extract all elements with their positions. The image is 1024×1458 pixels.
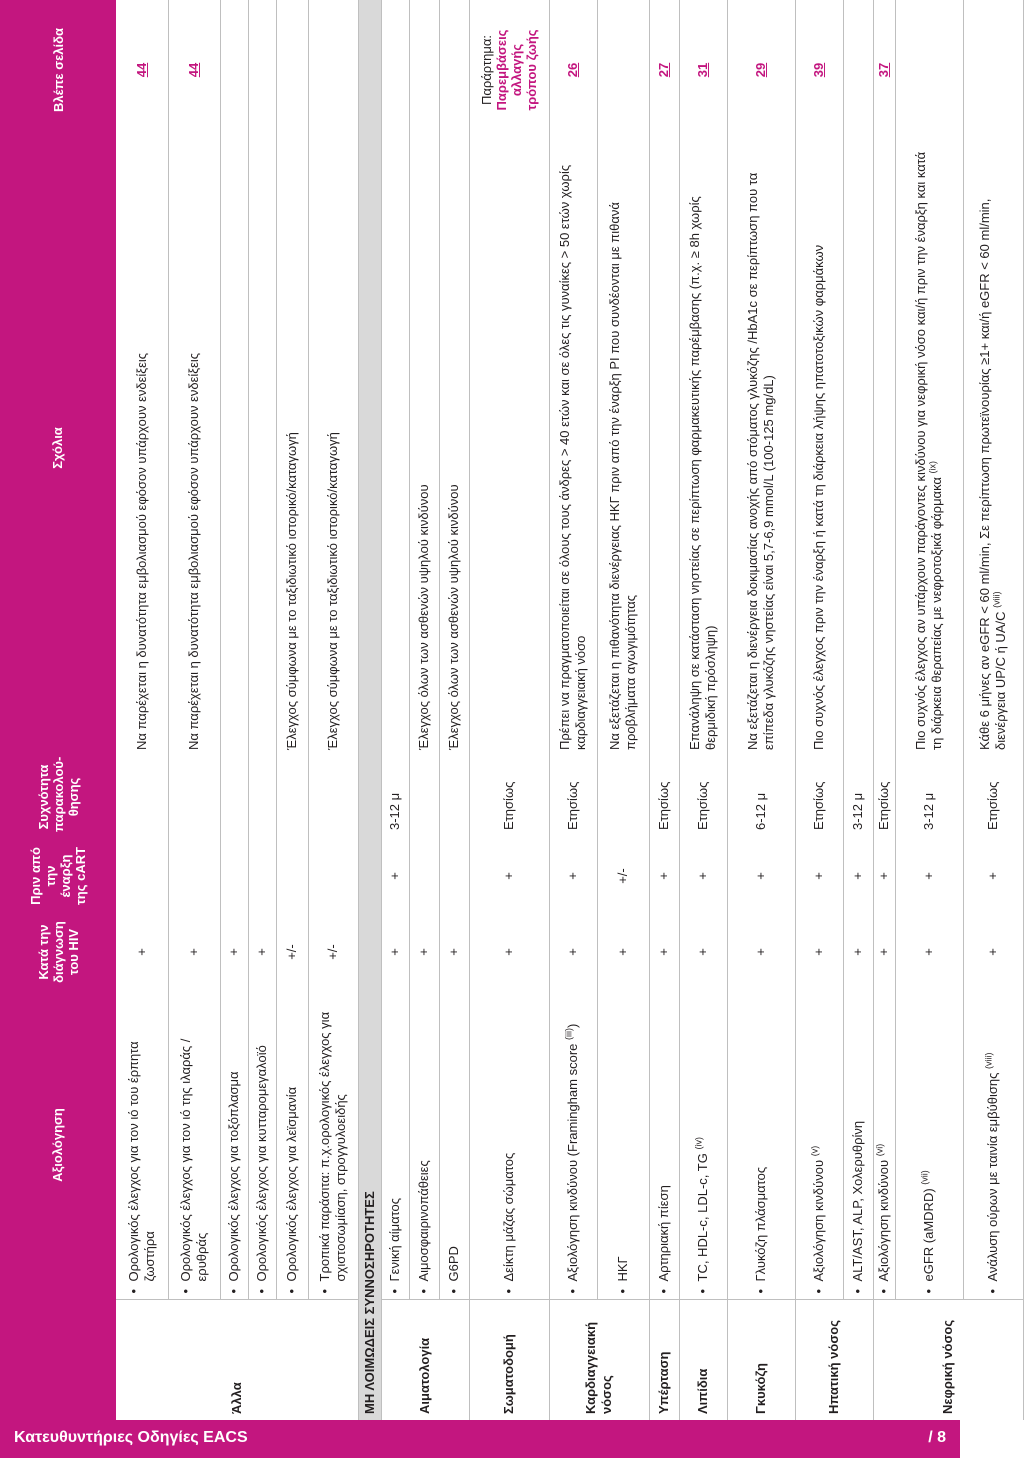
frequency-cell: Ετησίως xyxy=(679,756,727,838)
table-row xyxy=(873,0,895,1420)
frequency-cell: 3-12 μ xyxy=(843,756,873,838)
header-at-diagnosis: Κατά την διάγνωση του HIV xyxy=(0,914,116,990)
assessment-item: • Ορολογικός έλεγχος για τοξόπλασμα xyxy=(220,990,248,1300)
see-page-link[interactable]: 44 xyxy=(168,0,220,140)
table-row xyxy=(308,0,358,1420)
diag-mark: + xyxy=(248,914,276,990)
assessment-item: • Δείκτη μάζας σώματος xyxy=(469,990,549,1300)
see-page-link xyxy=(220,0,248,140)
diag-mark: + xyxy=(649,914,679,990)
table-row xyxy=(276,0,308,1420)
see-page-link[interactable]: 31 xyxy=(679,0,727,140)
comment-cell xyxy=(220,140,248,756)
see-page-link[interactable]: 39 xyxy=(795,0,843,140)
comment-cell: Έλεγχος σύμφωνα με το ταξιδιωτικό ιστορικό/καταγωγή xyxy=(276,140,308,756)
category-glucose: Γκυκόζη xyxy=(727,1300,795,1420)
assessment-item: • Αξιολόγηση κινδύνου $^{(v)}$ xyxy=(795,990,843,1300)
pre-cart-mark xyxy=(220,838,248,914)
pre-cart-mark: + xyxy=(469,838,549,914)
assessment-item: • eGFR (aMDRD) $^{(vii)}$ xyxy=(895,990,963,1300)
table-row xyxy=(963,0,1023,1420)
diag-mark: + xyxy=(795,914,843,990)
diag-mark: + xyxy=(597,914,649,990)
see-page-cell xyxy=(843,0,873,140)
frequency-cell xyxy=(248,756,276,838)
table-row xyxy=(381,0,409,1420)
see-page-cell xyxy=(381,0,409,140)
category-kidney: Νεφρική νόσος xyxy=(873,1300,1023,1420)
diag-mark: + xyxy=(895,914,963,990)
table-row xyxy=(679,0,727,1420)
see-page-cell xyxy=(895,0,963,140)
header-frequency: Συχνότητα παρακολού-θησης xyxy=(0,756,116,838)
assessment-item: • Ορολογικός έλεγχος για λεϊσμανία xyxy=(276,990,308,1300)
frequency-cell: 3-12 μ xyxy=(381,756,409,838)
frequency-cell xyxy=(220,756,248,838)
assessment-item: • TC, HDL-c, LDL-c, TG $^{(iv)}$ xyxy=(679,990,727,1300)
header-comments: Σχόλια xyxy=(0,140,116,756)
assessment-item: • Ορολογικός έλεγχος για τον ιό του έρπητα ζωστήρα xyxy=(116,990,168,1300)
table-row xyxy=(439,0,469,1420)
see-page-cell xyxy=(439,0,469,140)
pre-cart-mark: + xyxy=(381,838,409,914)
pre-cart-mark xyxy=(409,838,439,914)
comment-cell: Κάθε 6 μήνες αν eGFR < 60 ml/min, Σε περίπτωση πρωτεϊνουρίας ≥1+ και/ή eGFR < 60 ml/min, διενέργεια UP/C ή UA/C $^{(viii)}$ xyxy=(963,140,1023,756)
category-cvd: Καρδιαγγειακή νόσος xyxy=(549,1300,649,1420)
header-before-cart: Πριν από την έναρξη της cART xyxy=(0,838,116,914)
frequency-cell: Ετησίως xyxy=(549,756,597,838)
diag-mark: + xyxy=(843,914,873,990)
pre-cart-mark: + xyxy=(795,838,843,914)
frequency-cell: Ετησίως xyxy=(795,756,843,838)
comment-cell: Έλεγχος σύμφωνα με το ταξιδιωτικό ιστορικό/καταγωγή xyxy=(308,140,358,756)
diag-mark: + xyxy=(469,914,549,990)
category-other: Άλλα xyxy=(116,1300,358,1420)
comment-cell: Να εξετάζεται η πιθανότητα διενέργειας ΗΚΓ πριν από την έναρξη PI που συνδέονται με πιθανά προβλήματα αγωγιμότητας xyxy=(597,140,649,756)
pre-cart-mark xyxy=(116,838,168,914)
page-number: / 8 xyxy=(928,1429,946,1446)
assessment-item: • Αρτηριακή πίεση xyxy=(649,990,679,1300)
table-row xyxy=(727,0,795,1420)
comment-cell: Επανάληψη σε κατάσταση νηστείας σε περίπτωση φαρμακευτικής παρέμβασης (π.χ. ≥ 8h χωρίς θερμιδική πρόσληψη) xyxy=(679,140,727,756)
pre-cart-mark: + xyxy=(963,838,1023,914)
pre-cart-mark: + xyxy=(727,838,795,914)
table-row xyxy=(116,0,168,1420)
assessment-item: • Αξιολόγηση κινδύνου (Framingham score $^{(iii)}$) xyxy=(549,990,597,1300)
frequency-cell: 6-12 μ xyxy=(727,756,795,838)
table-row xyxy=(795,0,843,1420)
diag-mark: + xyxy=(439,914,469,990)
pre-cart-mark: + xyxy=(679,838,727,914)
table-row xyxy=(248,0,276,1420)
table-row xyxy=(220,0,248,1420)
category-haematology: Αιματολογία xyxy=(381,1300,469,1420)
pre-cart-mark: + xyxy=(895,838,963,914)
assessment-item: • Γλυκόζη πλάσματος xyxy=(727,990,795,1300)
diag-mark: +/- xyxy=(308,914,358,990)
category-lipids: Λιπίδια xyxy=(679,1300,727,1420)
pre-cart-mark: + xyxy=(549,838,597,914)
table-row xyxy=(895,0,963,1420)
assessment-item: • Τροπικά παράσιτα: π.χ.ορολογικός έλεγχος για σχιστοσωμίαση, στρογγυλοειδής xyxy=(308,990,358,1300)
assessment-item: • Ορολογικός έλεγχος για κυτταρομεγαλοϊό xyxy=(248,990,276,1300)
assessment-item: • Αιμοσφαιρινοπάθειες xyxy=(409,990,439,1300)
table-row xyxy=(549,0,597,1420)
comment-cell: Έλεγχος όλων των ασθενών υψηλού κινδύνου xyxy=(439,140,469,756)
category-liver: Ηπατική νόσος xyxy=(795,1300,873,1420)
assessment-item: • ΗΚΓ xyxy=(597,990,649,1300)
section-ncd-title: ΜΗ ΛΟΙΜΩΔΕΙΣ ΣΥΝΝΟΣΗΡΟΤΗΤΕΣ xyxy=(358,0,381,1420)
diag-mark: + xyxy=(727,914,795,990)
see-page-link[interactable]: 27 xyxy=(649,0,679,140)
see-page-cell xyxy=(597,0,649,140)
frequency-cell: Ετησίως xyxy=(469,756,549,838)
comment-cell xyxy=(873,140,895,756)
assessment-item: • G6PD xyxy=(439,990,469,1300)
category-hypertension: Υπέρταση xyxy=(649,1300,679,1420)
pre-cart-mark xyxy=(168,838,220,914)
table-header-row xyxy=(0,0,116,1420)
pre-cart-mark xyxy=(276,838,308,914)
comment-cell xyxy=(469,140,549,756)
see-page-appendix[interactable]: Παράρτημα: Παρεμβάσεις αλλαγής τρόπου ζωής xyxy=(469,0,549,140)
frequency-cell xyxy=(168,756,220,838)
see-page-cell xyxy=(409,0,439,140)
frequency-cell xyxy=(308,756,358,838)
see-page-link xyxy=(308,0,358,140)
diag-mark: + xyxy=(409,914,439,990)
comment-cell: Να παρέχεται η δυνατότητα εμβολιασμού εφόσον υπάρχουν ενδείξεις xyxy=(116,140,168,756)
diag-mark: + xyxy=(963,914,1023,990)
table-row xyxy=(597,0,649,1420)
assessment-item: • ALT/AST, ALP, Χολερυθρίνη xyxy=(843,990,873,1300)
see-page-link[interactable]: 26 xyxy=(549,0,597,140)
comment-cell: Έλεγχος όλων των ασθενών υψηλού κινδύνου xyxy=(409,140,439,756)
diag-mark: + xyxy=(381,914,409,990)
comment-cell xyxy=(381,140,409,756)
diag-mark: + xyxy=(116,914,168,990)
assessment-item: • Γενική αίματος xyxy=(381,990,409,1300)
pre-cart-mark xyxy=(439,838,469,914)
comment-cell: Να εξετάζεται η διενέργεια δοκιμασίας ανοχής από στόματος γλυκόζης /HbA1c σε περίπτωση που τα επίπεδα γλυκόζης νηστείας είναι 5,7-6,9 mmol/L (100-125 mg/dL) xyxy=(727,140,795,756)
see-page-link xyxy=(248,0,276,140)
frequency-cell: Ετησίως xyxy=(649,756,679,838)
comment-cell xyxy=(248,140,276,756)
header-assessment: Αξιολόγηση xyxy=(0,990,116,1300)
comment-cell xyxy=(649,140,679,756)
diag-mark: + xyxy=(679,914,727,990)
see-page-link xyxy=(276,0,308,140)
header-see-page: Βλέπε σελίδα xyxy=(0,0,116,140)
table-row xyxy=(469,0,549,1420)
table-row xyxy=(843,0,873,1420)
comment-cell: Πρέπει να πραγματοποιείται σε όλους τους άνδρες > 40 ετών και σε όλες τις γυναίκες > 50 ετών χωρίς καρδιαγγειακή νόσο xyxy=(549,140,597,756)
frequency-cell xyxy=(116,756,168,838)
table-row xyxy=(168,0,220,1420)
category-body-composition: Σωματοδομή xyxy=(469,1300,549,1420)
see-page-link[interactable]: 29 xyxy=(727,0,795,140)
comment-cell xyxy=(843,140,873,756)
pre-cart-mark xyxy=(248,838,276,914)
frequency-cell xyxy=(597,756,649,838)
pre-cart-mark xyxy=(308,838,358,914)
frequency-cell: 3-12 μ xyxy=(895,756,963,838)
pre-cart-mark: + xyxy=(843,838,873,914)
frequency-cell xyxy=(409,756,439,838)
diag-mark: + xyxy=(549,914,597,990)
diag-mark: +/- xyxy=(276,914,308,990)
frequency-cell: Ετησίως xyxy=(873,756,895,838)
comment-cell: Πιο συχνός έλεγχος πριν την έναρξη ή κατά τη διάρκεια λήψης ηπατοτοξικών φαρμάκων xyxy=(795,140,843,756)
frequency-cell: Ετησίως xyxy=(963,756,1023,838)
assessment-item: • Ανάλυση ούρων με ταινία εμβύθισης $^{(viii)}$ xyxy=(963,990,1023,1300)
diag-mark: + xyxy=(220,914,248,990)
diag-mark: + xyxy=(873,914,895,990)
see-page-cell xyxy=(963,0,1023,140)
assessment-item: • Αξιολόγηση κινδύνου $^{(vi)}$ xyxy=(873,990,895,1300)
see-page-link[interactable]: 37 xyxy=(873,0,895,140)
pre-cart-mark: +/- xyxy=(597,838,649,914)
footer-bar xyxy=(0,1420,960,1458)
assessment-item: • Ορολογικός έλεγχος για τον ιό της ιλαράς / ερυθράς xyxy=(168,990,220,1300)
pre-cart-mark: + xyxy=(873,838,895,914)
comment-cell: Πιο συχνός έλεγχος αν υπάρχουν παράγοντες κινδύνου για νεφρική νόσο και/ή πριν την έναρξη και κατά τη διάρκεια θεραπείας με νεφροτοξικά φάρμακα $^{(ix)}$ xyxy=(895,140,963,756)
pre-cart-mark: + xyxy=(649,838,679,914)
comment-cell: Να παρέχεται η δυνατότητα εμβολιασμού εφόσον υπάρχουν ενδείξεις xyxy=(168,140,220,756)
section-header-row xyxy=(358,0,381,1420)
table-row xyxy=(649,0,679,1420)
frequency-cell xyxy=(276,756,308,838)
footer-title: Κατευθυντήριες Οδηγίες EACS xyxy=(14,1429,248,1446)
see-page-link[interactable]: 44 xyxy=(116,0,168,140)
table-row xyxy=(409,0,439,1420)
header-empty xyxy=(0,1300,116,1420)
frequency-cell xyxy=(439,756,469,838)
diag-mark: + xyxy=(168,914,220,990)
